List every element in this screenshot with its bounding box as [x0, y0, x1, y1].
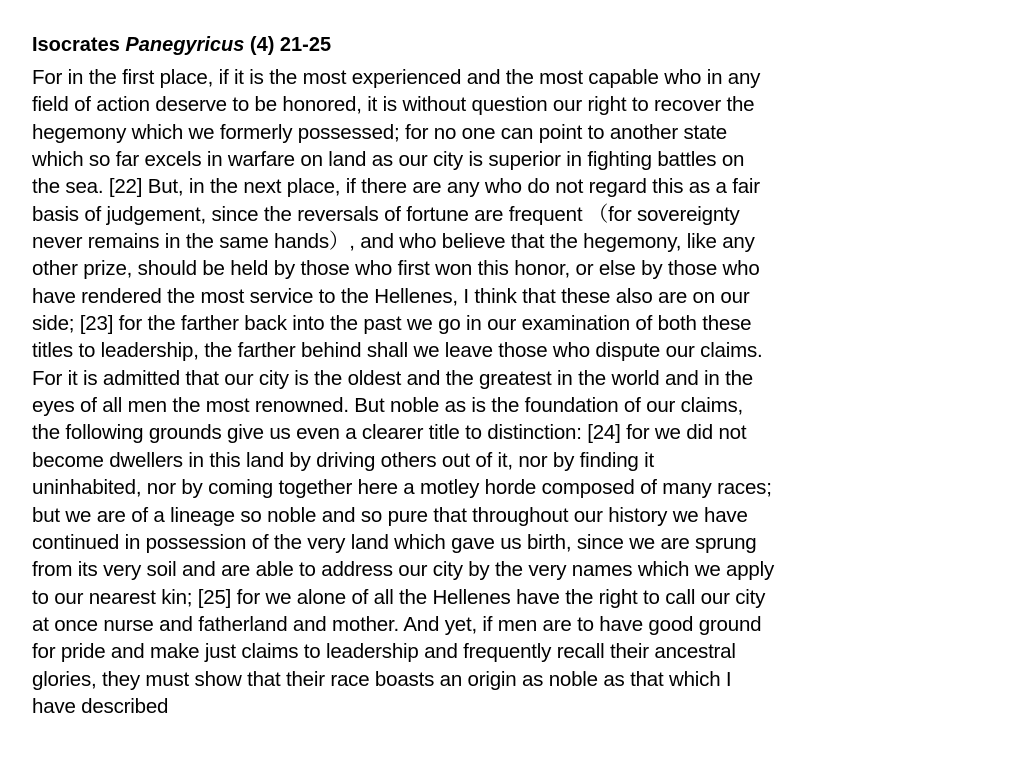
passage-line: For in the first place, if it is the most experienced and the most capable who in any: [32, 66, 761, 89]
passage-line: but we are of a lineage so noble and so pure that throughout our history we have: [32, 503, 748, 527]
passage-line: uninhabited, nor by coming together here a motley horde composed of many races;: [32, 476, 772, 500]
passage-line: the sea. [22] But, in the next place, if there are any who do not regard this as a fair: [32, 175, 760, 199]
passage-line: become dwellers in this land by driving others out of it, nor by finding it: [32, 448, 654, 472]
slide-content: [32, 30, 1000, 720]
passage-line: have described: [32, 694, 169, 718]
passage-line: the following grounds give us even a clearer title to distinction: [24] for we did not: [32, 421, 747, 445]
passage-line: other prize, should be held by those who first won this honor, or else by those who: [32, 257, 760, 281]
passage-line: to our nearest kin; [25] for we alone of all the Hellenes have the right to call our city: [32, 585, 766, 609]
passage-line: For it is admitted that our city is the oldest and the greatest in the world and in the: [32, 366, 754, 390]
passage-line: which so far excels in warfare on land as our city is superior in fighting battles on: [32, 148, 745, 172]
passage-line: never remains in the same hands）, and who believe that the hegemony, like any: [32, 230, 755, 254]
passage-line: continued in possession of the very land which gave us birth, since we are sprung: [32, 530, 757, 554]
passage-line: from its very soil and are able to address our city by the very names which we apply: [32, 558, 775, 582]
slide-heading: [32, 30, 1000, 60]
passage-line: have rendered the most service to the Hellenes, I think that these also are on our: [32, 284, 750, 308]
passage-line: hegemony which we formerly possessed; for no one can point to another state: [32, 120, 727, 144]
passage-line: glories, they must show that their race boasts an origin as noble as that which I: [32, 667, 732, 691]
passage-line: eyes of all men the most renowned. But noble as is the foundation of our claims,: [32, 394, 744, 418]
passage-line: for pride and make just claims to leadership and frequently recall their ancestral: [32, 640, 736, 664]
passage-line: field of action deserve to be honored, it is without question our right to recover the: [32, 93, 755, 117]
heading-work-title: Panegyricus: [125, 34, 245, 56]
passage-line: side; [23] for the farther back into the past we go in our examination of both these: [32, 312, 752, 336]
passage-line: at once nurse and fatherland and mother. And yet, if men are to have good ground: [32, 612, 762, 636]
passage-line: basis of judgement, since the reversals of fortune are frequent （for sovereignty: [32, 202, 740, 226]
heading-author: Isocrates: [32, 34, 120, 56]
passage-line: titles to leadership, the farther behind shall we leave those who dispute our claims.: [32, 339, 763, 363]
passage-text: [32, 64, 1000, 720]
heading-reference: (4) 21-25: [249, 34, 332, 56]
